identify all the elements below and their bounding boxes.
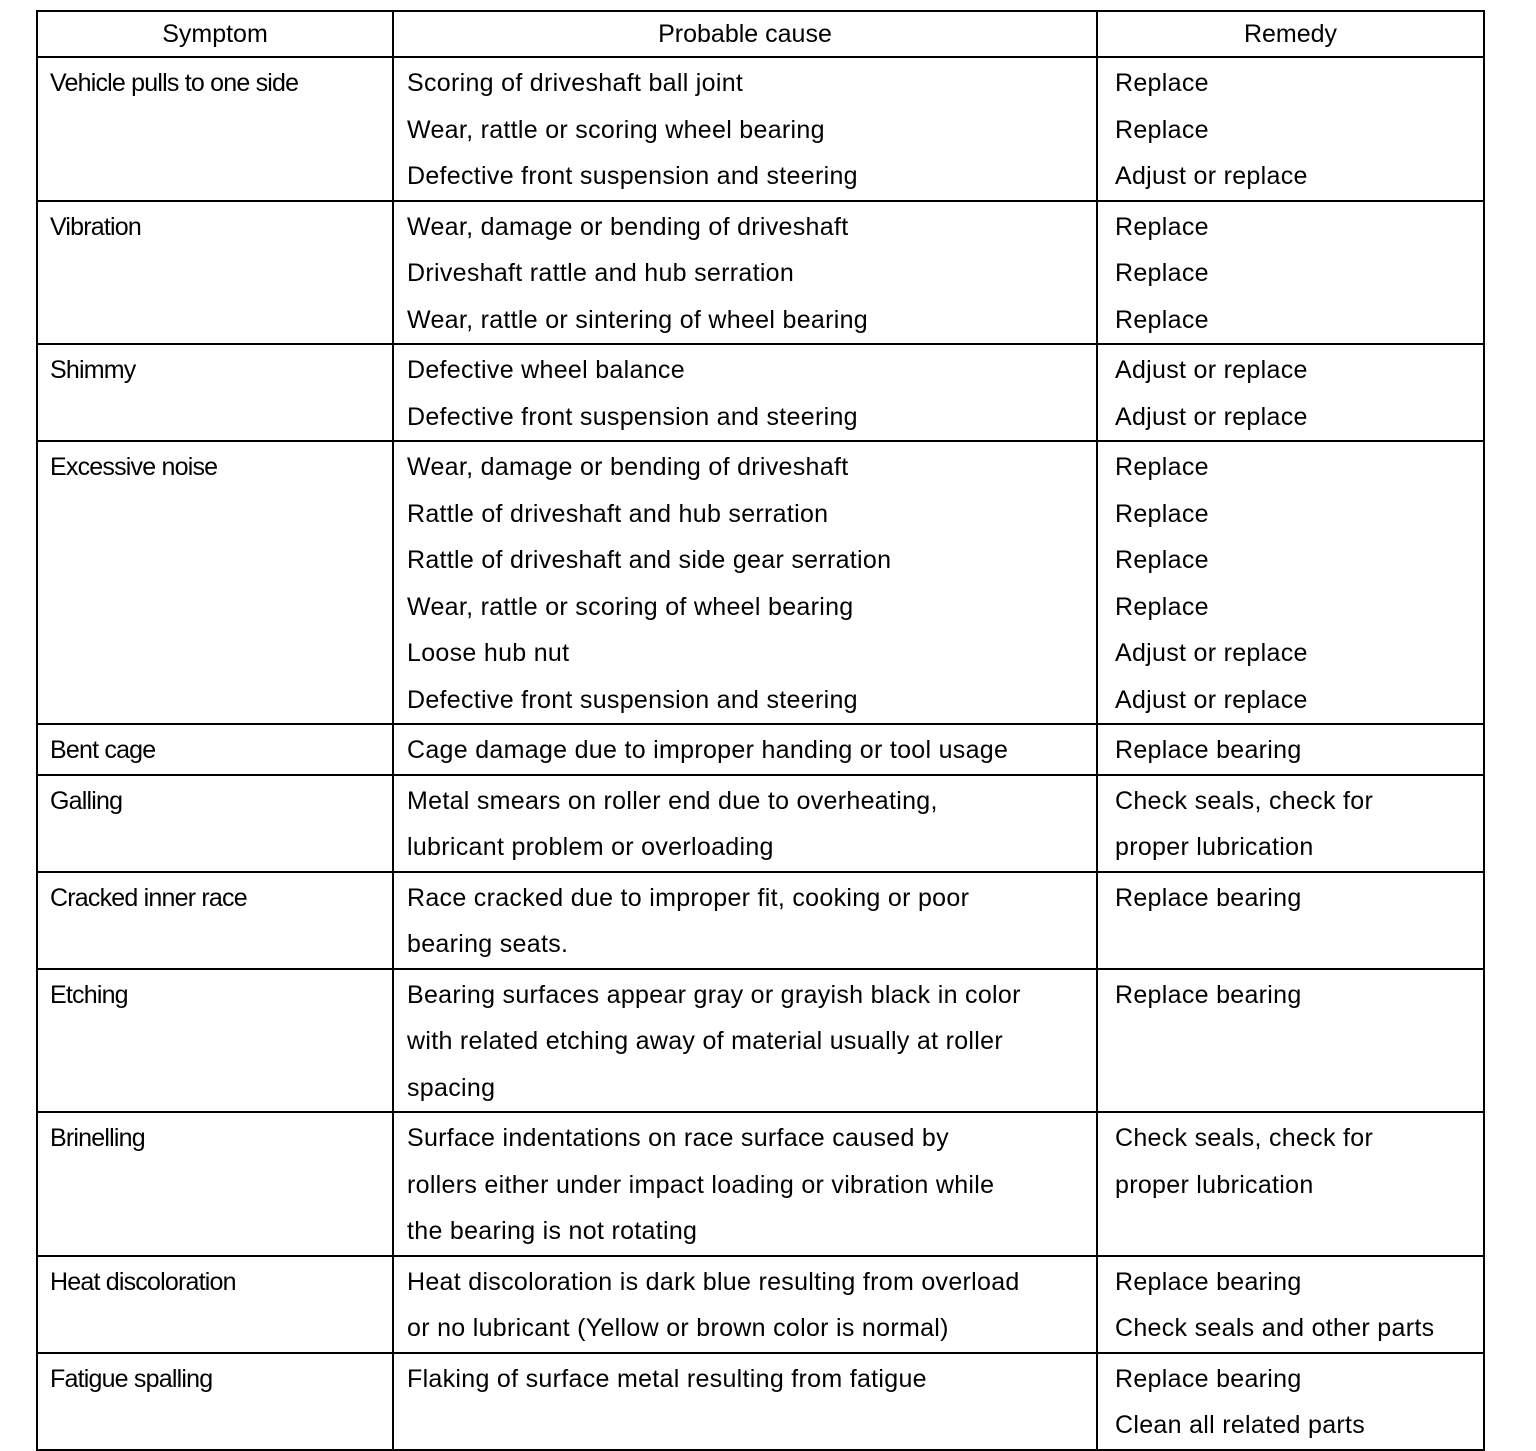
remedy-line: Replace bearing [1115,736,1302,764]
cause-line: spacing [407,1073,496,1102]
troubleshooting-table [36,10,1485,1451]
cause-line: Defective front suspension and steering [407,685,858,714]
table-row [37,872,1484,969]
symptom-text: Vibration [50,212,142,241]
cause-line: Metal smears on roller end due to overheating, [407,786,938,815]
cause-line: Heat discoloration is dark blue resulting from overload [407,1267,1020,1296]
symptom-cell [37,872,393,969]
probable-cause-cell [393,1112,1097,1256]
symptom-cell [37,775,393,872]
remedy-line: proper lubrication [1115,833,1314,861]
symptom-text: Shimmy [50,356,136,384]
remedy-line: Check seals, check for [1115,786,1374,815]
remedy-cell [1097,724,1484,775]
cause-line: Bearing surfaces appear gray or grayish black in color [407,980,1021,1009]
cause-line: Driveshaft rattle and hub serration [407,259,795,287]
symptom-cell [37,201,393,345]
probable-cause-cell [393,344,1097,441]
remedy-line: Clean all related parts [1115,1411,1366,1439]
symptom-cell [37,441,393,724]
remedy-line: Replace [1115,259,1209,287]
symptom-cell [37,1256,393,1353]
probable-cause-cell [393,969,1097,1113]
remedy-line: Replace [1115,305,1209,334]
table-row [37,724,1484,775]
cause-line: Wear, rattle or scoring of wheel bearing [407,592,854,621]
cause-line: rollers either under impact loading or vibration while [407,1170,995,1199]
remedy-line: Adjust or replace [1115,685,1308,714]
remedy-line: Adjust or replace [1115,402,1308,431]
remedy-line: Replace [1115,115,1209,144]
header-remedy: Remedy [1097,11,1484,57]
cause-line: Cage damage due to improper handing or tool usage [407,736,1009,764]
remedy-line: Check seals and other parts [1115,1314,1435,1342]
remedy-cell [1097,1353,1484,1450]
cause-line: Surface indentations on race surface caused by [407,1124,949,1152]
table-row [37,1256,1484,1353]
table-row [37,775,1484,872]
remedy-cell [1097,201,1484,345]
remedy-line: Replace [1115,592,1209,621]
header-probable-cause: Probable cause [393,11,1097,57]
remedy-line: Replace [1115,546,1209,574]
probable-cause-cell [393,57,1097,201]
symptom-cell [37,1353,393,1450]
header-row [37,11,1484,57]
cause-line: bearing seats. [407,930,569,958]
symptom-text: Brinelling [50,1124,145,1152]
cause-line: Wear, damage or bending of driveshaft [407,453,849,481]
cause-line: Defective front suspension and steering [407,402,858,431]
table-row [37,57,1484,201]
symptom-cell [37,57,393,201]
cause-line: Loose hub nut [407,639,570,667]
remedy-line: Replace [1115,212,1209,241]
table-row [37,344,1484,441]
remedy-line: Replace bearing [1115,1364,1302,1393]
cause-line: lubricant problem or overloading [407,833,774,861]
cause-line: Wear, rattle or scoring wheel bearing [407,115,825,144]
remedy-line: Adjust or replace [1115,162,1308,190]
symptom-text: Excessive noise [50,453,218,481]
cause-line: Scoring of driveshaft ball joint [407,69,744,97]
symptom-text: Cracked inner race [50,883,247,912]
probable-cause-cell [393,201,1097,345]
cause-line: Defective wheel balance [407,356,685,384]
cause-line: Defective front suspension and steering [407,162,858,190]
remedy-line: Adjust or replace [1115,356,1308,384]
table-row [37,969,1484,1113]
symptom-text: Vehicle pulls to one side [50,69,299,97]
probable-cause-cell [393,1256,1097,1353]
probable-cause-cell [393,441,1097,724]
remedy-line: Replace bearing [1115,1267,1302,1296]
cause-line: Rattle of driveshaft and hub serration [407,499,829,528]
cause-line: Flaking of surface metal resulting from fatigue [407,1364,927,1393]
table-row [37,1353,1484,1450]
probable-cause-cell [393,775,1097,872]
probable-cause-cell [393,872,1097,969]
probable-cause-cell [393,1353,1097,1450]
remedy-cell [1097,344,1484,441]
symptom-text: Bent cage [50,736,156,764]
cause-line: Rattle of driveshaft and side gear serration [407,546,892,574]
remedy-line: Replace bearing [1115,883,1302,912]
remedy-cell [1097,57,1484,201]
cause-line: Race cracked due to improper fit, cooking or poor [407,883,970,912]
table-row [37,201,1484,345]
table-body [37,57,1484,1450]
symptom-text: Etching [50,980,128,1009]
cause-line: Wear, rattle or sintering of wheel bearing [407,305,868,334]
symptom-cell [37,344,393,441]
remedy-cell [1097,775,1484,872]
remedy-line: Replace [1115,453,1209,481]
cause-line: Wear, damage or bending of driveshaft [407,212,849,241]
remedy-line: Replace bearing [1115,980,1302,1009]
remedy-cell [1097,1256,1484,1353]
symptom-cell [37,969,393,1113]
cause-line: the bearing is not rotating [407,1217,698,1245]
table-row [37,1112,1484,1256]
symptom-text: Heat discoloration [50,1267,236,1296]
remedy-cell [1097,872,1484,969]
remedy-line: Adjust or replace [1115,639,1308,667]
table-row [37,441,1484,724]
symptom-text: Fatigue spalling [50,1364,213,1393]
remedy-line: Check seals, check for [1115,1124,1374,1152]
symptom-text: Galling [50,786,123,815]
remedy-line: Replace [1115,69,1209,97]
remedy-cell [1097,1112,1484,1256]
remedy-cell [1097,969,1484,1113]
remedy-line: Replace [1115,499,1209,528]
cause-line: or no lubricant (Yellow or brown color is normal) [407,1314,949,1342]
header-symptom: Symptom [37,11,393,57]
probable-cause-cell [393,724,1097,775]
remedy-cell [1097,441,1484,724]
remedy-line: proper lubrication [1115,1170,1314,1199]
symptom-cell [37,724,393,775]
cause-line: with related etching away of material usually at roller [407,1027,1003,1055]
symptom-cell [37,1112,393,1256]
